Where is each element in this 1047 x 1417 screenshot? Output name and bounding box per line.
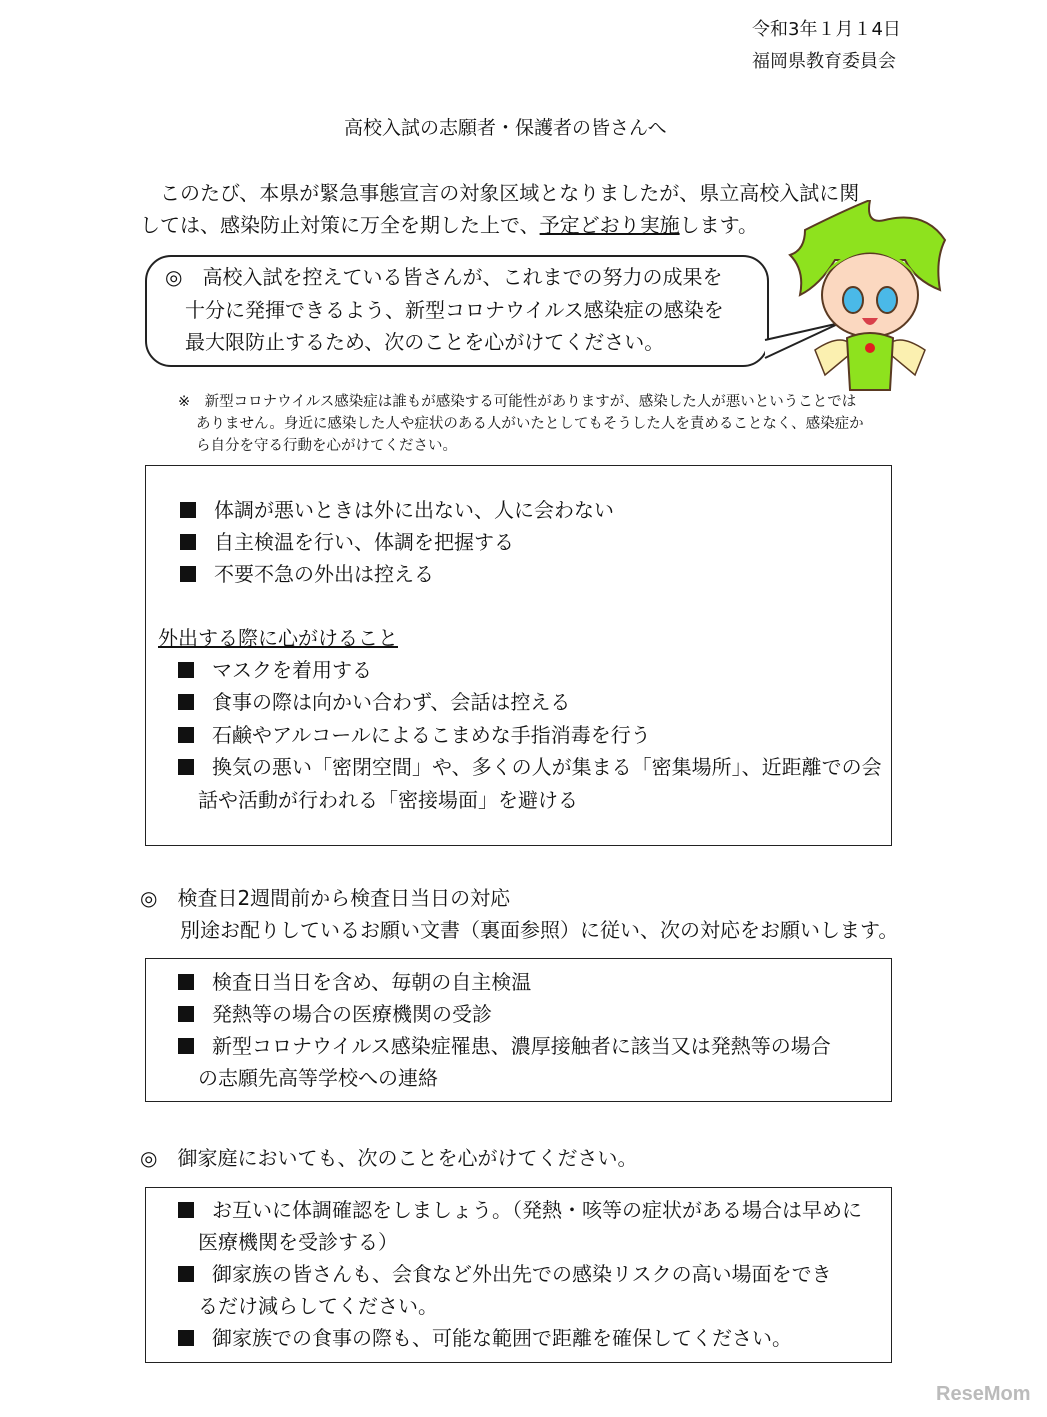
date: 令和3年１月１4日 (752, 19, 901, 40)
square-bullet-icon (178, 1202, 194, 1218)
mascot-illustration (785, 200, 955, 395)
square-bullet-icon (178, 974, 194, 990)
underlined-text: 予定どおり実施 (539, 213, 680, 237)
list-item-continuation: 話や活動が行われる「密接場面」を避ける (198, 788, 578, 812)
page-title: 高校入試の志願者・保護者の皆さんへ (344, 117, 667, 139)
intro-line-1: このたび、本県が緊急事態宣言の対象区域となりましたが、県立高校入試に関 (160, 181, 860, 205)
section-2-heading: ◎ 検査日2週間前から検査日当日の対応 (140, 886, 511, 910)
list-item (180, 526, 514, 558)
square-bullet-icon (178, 1266, 194, 1282)
issuer: 福岡県教育委員会 (752, 51, 896, 72)
square-bullet-icon (180, 534, 196, 550)
list-item (178, 686, 570, 718)
watermark-logo: ReseMom (936, 1383, 1031, 1405)
section-2-text: 別途お配りしているお願い文書（裏面参照）に従い、次の対応をお願いします。 (180, 918, 899, 942)
square-bullet-icon (178, 694, 194, 710)
square-bullet-icon (178, 1006, 194, 1022)
intro-line-2 (140, 209, 758, 241)
text: 体調が悪いときは外に出ない、人に会わない (214, 498, 614, 522)
note-line-2: ありません。身近に感染した人や症状のある人がいたとしてもそうした人を責めることなく、感染症か (196, 416, 864, 432)
text: マスクを着用する (212, 658, 372, 682)
square-bullet-icon (178, 759, 194, 775)
text: 御家族の皆さんも、会食など外出先での感染リスクの高い場面をでき (212, 1262, 832, 1286)
list-item-continuation: の志願先高等学校への連絡 (198, 1066, 438, 1090)
list-item (178, 1030, 831, 1062)
list-item (180, 494, 614, 526)
list-item (178, 966, 531, 998)
square-bullet-icon (178, 1330, 194, 1346)
list-item (178, 654, 372, 686)
list-item-continuation: 医療機関を受診する） (198, 1230, 398, 1254)
square-bullet-icon (180, 502, 196, 518)
list-item (178, 751, 882, 783)
list-item (178, 1322, 792, 1354)
list-item (178, 1194, 862, 1226)
text: しては、感染防止対策に万全を期した上で、 (140, 213, 540, 237)
bubble-line-3: 最大限防止するため、次のことを心がけてください。 (185, 330, 665, 354)
note-line-1: ※ 新型コロナウイルス感染症は誰もが感染する可能性がありますが、感染した人が悪いということでは (178, 394, 857, 410)
square-bullet-icon (178, 662, 194, 678)
text: 換気の悪い「密閉空間」や、多くの人が集まる「密集場所」、近距離での会 (212, 755, 882, 779)
text: 発熱等の場合の医療機関の受診 (212, 1002, 492, 1026)
text: お互いに体調確認をしましょう。（発熱・咳等の症状がある場合は早めに (212, 1198, 862, 1222)
square-bullet-icon (178, 1038, 194, 1054)
text: 自主検温を行い、体調を把握する (214, 530, 514, 554)
text: します。 (679, 213, 759, 237)
text: 食事の際は向かい合わず、会話は控える (212, 690, 571, 714)
list-item (180, 558, 434, 590)
outing-heading: 外出する際に心がけること (158, 626, 398, 650)
list-item-continuation: るだけ減らしてください。 (198, 1294, 438, 1318)
text: 検査日当日を含め、毎朝の自主検温 (212, 970, 532, 994)
text: 新型コロナウイルス感染症罹患、濃厚接触者に該当又は発熱等の場合 (212, 1034, 831, 1058)
list-item (178, 998, 492, 1030)
square-bullet-icon (178, 727, 194, 743)
list-item (178, 1258, 832, 1290)
bubble-line-1: ◎ 高校入試を控えている皆さんが、これまでの努力の成果を (165, 265, 723, 289)
text: 石鹸やアルコールによるこまめな手指消毒を行う (212, 723, 651, 747)
note-line-3: ら自分を守る行動を心がけてください。 (196, 438, 457, 454)
list-item (178, 719, 651, 751)
section-3-heading: ◎ 御家庭においても、次のことを心がけてください。 (140, 1146, 638, 1170)
text: 御家族での食事の際も、可能な範囲で距離を確保してください。 (212, 1326, 792, 1350)
square-bullet-icon (180, 566, 196, 582)
text: 不要不急の外出は控える (214, 562, 434, 586)
bubble-line-2: 十分に発揮できるよう、新型コロナウイルス感染症の感染を (185, 298, 724, 322)
